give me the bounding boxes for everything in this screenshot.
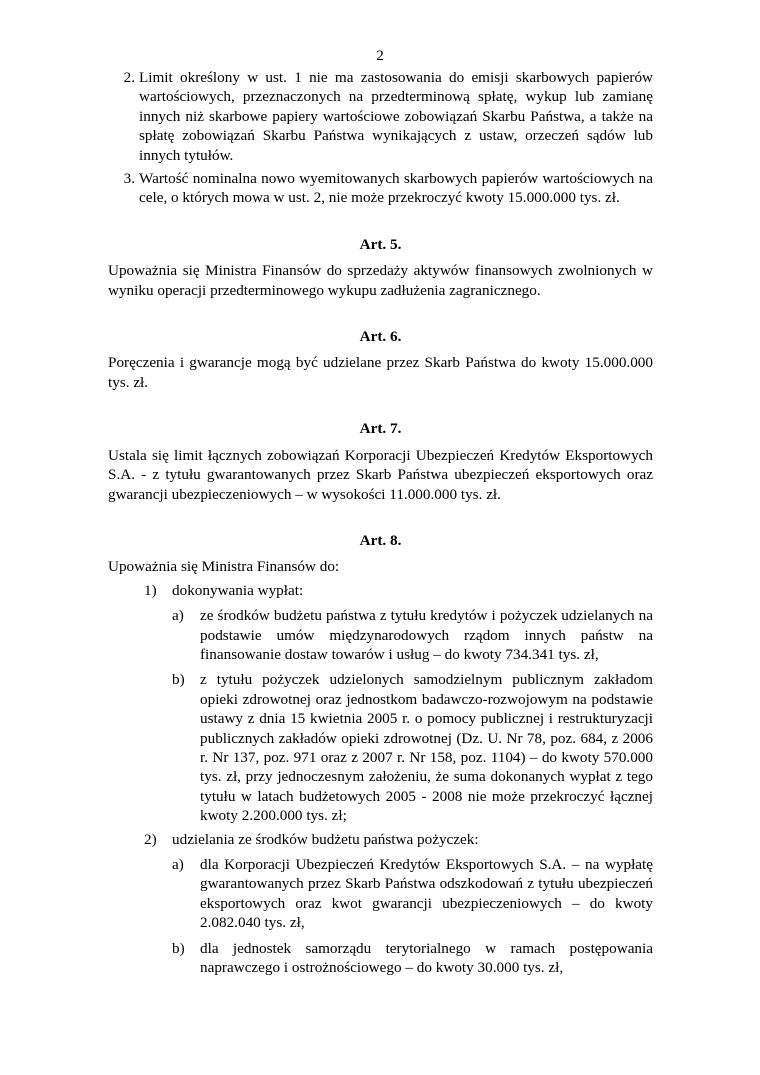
art5-text: Upoważnia się Ministra Finansów do sprzedaży aktywów finansowych zwolnionych w wyniku operacji przedterminowego wykupu zadłużenia zagranicznego. (108, 262, 653, 299)
art5-heading: Art. 5. (359, 235, 402, 253)
art8-point-1b (108, 670, 653, 825)
subpoint-text: dla Korporacji Ubezpieczeń Kredytów Eksportowych S.A. – na wypłatę gwarantowanych przez Skarb Państwa odszkodowań z tytułu ubezpieczeń eksportowych oraz kwot gwarancji ubezpieczeniowych – do kwoty 2.082.040 tys. zł, (200, 856, 653, 932)
list-item-2 (108, 68, 653, 165)
art8-point-1a (108, 606, 653, 664)
subpoint-text: dla jednostek samorządu terytorialnego w ramach postępowania naprawczego i ostrożnościowego – do kwoty 30.000 tys. zł, (200, 939, 653, 977)
subpoint-marker: a) (172, 856, 184, 873)
document-body (108, 68, 653, 977)
list-item-text: Wartość nominalna nowo wyemitowanych skarbowych papierów wartościowych na cele, o których mowa w ust. 2, nie może przekroczyć kwoty 15.000.000 tys. zł. (139, 170, 653, 207)
subpoint-text: z tytułu pożyczek udzielonych samodzielnym publicznym zakładom opieki zdrowotnej oraz jednostkom badawczo-rozwojowym na podstawie ustawy z dnia 15 kwietnia 2005 r. o pomocy publicznej i restrukturyzacji publicznych zakładów opieki zdrowotnej (Dz. U. Nr 78, poz. 684, z 2006 r. Nr 137, poz. 971 oraz z 2007 r. Nr 158, poz. 1104) – do kwoty 570.000 tys. zł, przy jednoczesnym założeniu, że suma dokonanych wypłat z tego tytułu w latach budżetowych 2005 - 2008 nie może przekroczyć łącznej kwoty 2.200.000 tys. zł; (200, 671, 653, 825)
art8-point-2 (108, 830, 653, 849)
point-marker: 1) (144, 581, 157, 599)
subpoint-marker: a) (172, 607, 184, 625)
art8-point-2a (108, 855, 653, 933)
art6-heading: Art. 6. (359, 328, 402, 346)
art7-heading: Art. 7. (359, 420, 402, 438)
subpoint-marker: b) (172, 939, 185, 957)
point-text: udzielania ze środków budżetu państwa pożyczek: (172, 830, 479, 848)
list-marker: 2. (123, 69, 135, 86)
art8-heading: Art. 8. (359, 531, 402, 549)
list-item-text: Limit określony w ust. 1 nie ma zastosowania do emisji skarbowych papierów wartościowych, przeznaczonych na przedterminową spłatę, wykup lub zamianę innych niż skarbowe papiery wartościowe zobowiązań Skarbu Państwa, a także na spłatę zobowiązań Skarbu Państwa wynikających z ustaw, orzeczeń sądów lub innych tytułów. (139, 69, 653, 164)
art8-point-2b (108, 939, 653, 978)
art8-point-1 (108, 581, 653, 600)
list-item-3 (108, 169, 653, 208)
art6-text: Poręczenia i gwarancje mogą być udzielane przez Skarb Państwa do kwoty 15.000.000 tys. zł. (108, 354, 653, 391)
subpoint-text: ze środków budżetu państwa z tytułu kredytów i pożyczek udzielanych na podstawie umów międzynarodowych rządom innych państw na finansowanie dostaw towarów i usług – do kwoty 734.341 tys. zł, (200, 607, 653, 663)
list-marker: 3. (123, 170, 135, 188)
art7-text: Ustala się limit łącznych zobowiązań Korporacji Ubezpieczeń Kredytów Eksportowych S.A. - z tytułu gwarantowanych przez Skarb Państwa ubezpieczeń eksportowych oraz gwarancji ubezpieczeniowych – w wysokości 11.000.000 tys. zł. (108, 446, 653, 503)
page-number: 2 (376, 47, 384, 64)
point-text: dokonywania wypłat: (172, 581, 304, 599)
subpoint-marker: b) (172, 671, 185, 689)
art8-intro: Upoważnia się Ministra Finansów do: (108, 558, 340, 576)
point-marker: 2) (144, 830, 157, 848)
